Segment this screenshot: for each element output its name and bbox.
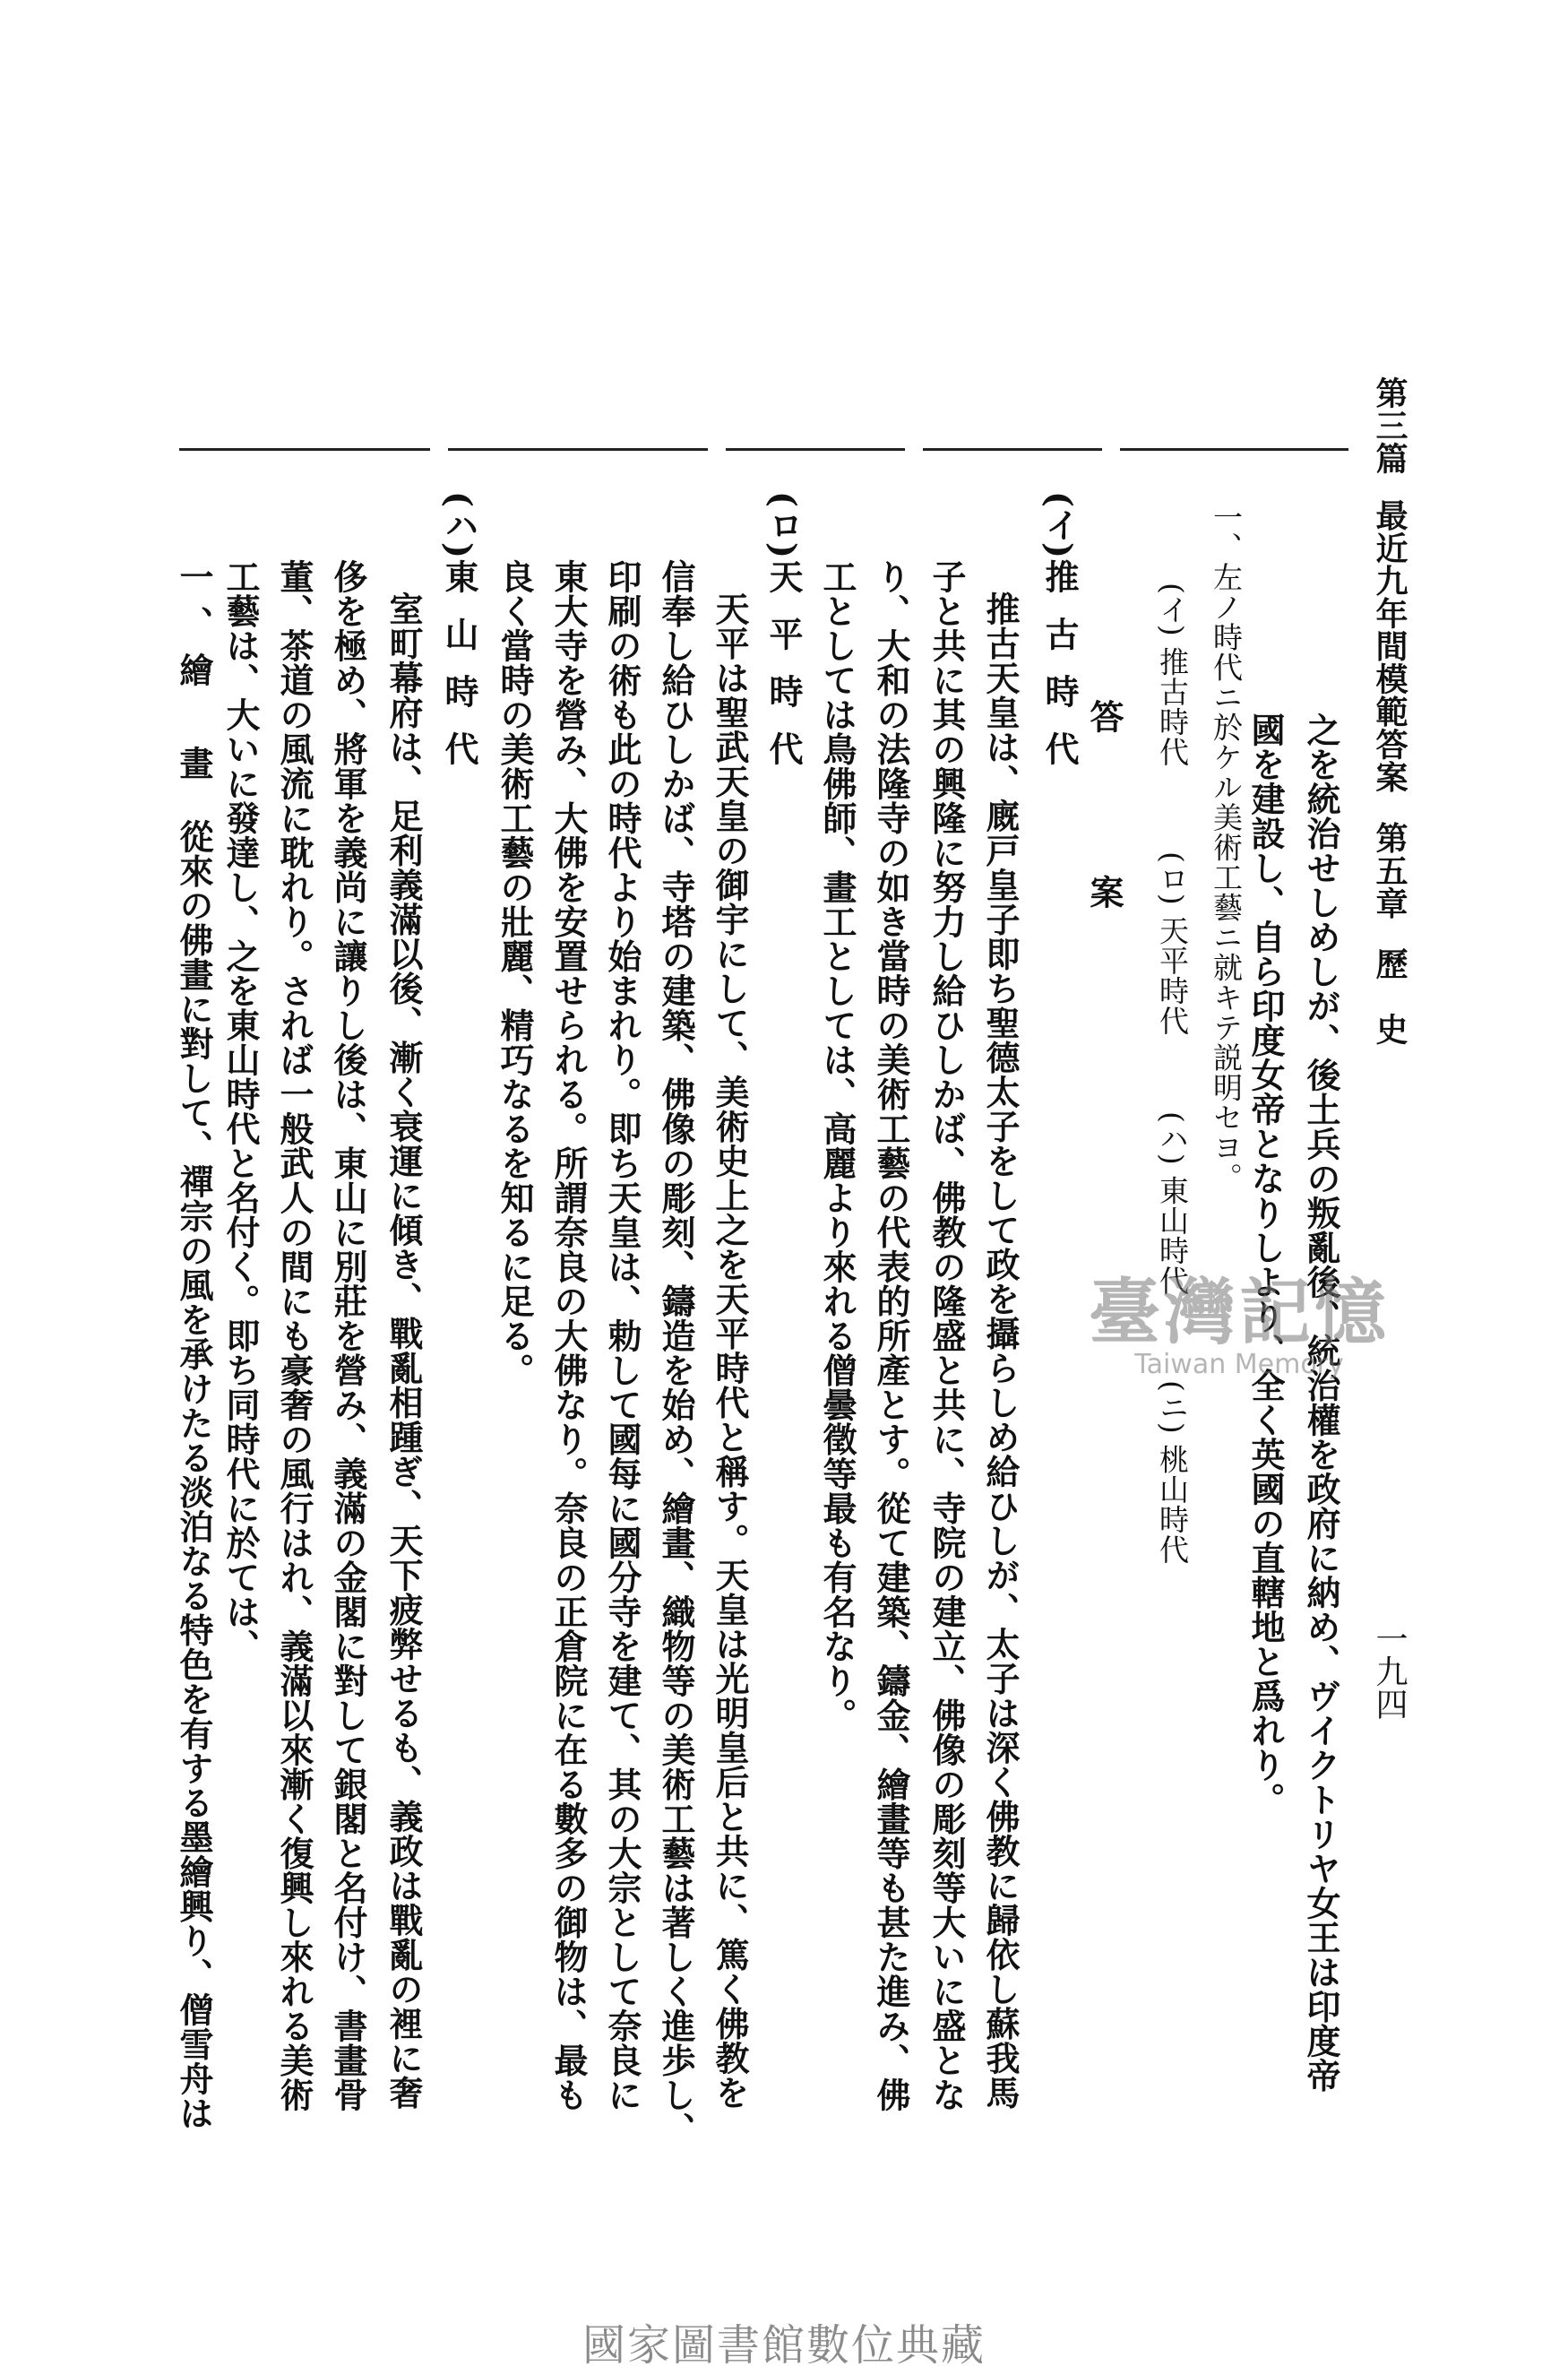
chapter-label: 第五章 (1371, 821, 1408, 920)
section-marker: (ハ) (439, 491, 479, 559)
text-line: 推古天皇は、廐戸皇子即ち聖德太子をして政を攝らしめ給ひしが、太子は深く佛教に歸依し蘇我馬 (980, 592, 1021, 2110)
footer-credit: 國家圖書館數位典藏 (582, 2320, 986, 2371)
running-header (1369, 376, 1409, 1045)
answer-heading: 答 案 (1084, 699, 1124, 963)
text-line: 工としては鳥佛師、畫工としては、高麗より來れる僧曇徵等最も有名なり。 (817, 559, 857, 1732)
header-rule (726, 448, 905, 451)
text-line: 國を建設し、自ら印度女帝となりしより、全く英國の直轄地と爲れり。 (1245, 712, 1286, 1817)
option-c: (ハ) 東山時代 (1155, 1111, 1190, 1296)
watermark-logo: 臺灣記憶 (1089, 1270, 1390, 1354)
header-rule (923, 448, 1102, 451)
option-a: (イ) 推古時代 (1155, 583, 1190, 767)
option-d: (ニ) 桃山時代 (1155, 1380, 1190, 1565)
text-line: 東大寺を營み、大佛を安置せられる。所謂奈良の大佛なり。奈良の正倉院に在る數多の御物は、最も (548, 559, 589, 2112)
text-line: 印刷の術も此の時代より始まれり。即ち天皇は、勅して國每に國分寺を建て、其の大宗として奈良に (602, 559, 642, 2112)
section-marker: (イ) (1039, 491, 1080, 559)
text-line: 室町幕府は、足利義滿以後、漸く衰運に傾き、戰亂相踵ぎ、天下疲弊せるも、義政は戰亂の裡に奢 (383, 592, 424, 2110)
text-line: 子と共に其の興隆に努力し給ひしかば、佛教の隆盛と共に、寺院の建立、佛像の彫刻等大いに盛とな (926, 559, 967, 2112)
subject-label: 歷 史 (1371, 946, 1408, 1046)
header-rule (1120, 448, 1348, 451)
text-line: 天平は聖武天皇の御宇にして、美術史上之を天平時代と稱す。天皇は光明皇后と共に、篤く佛教を (710, 592, 750, 2110)
text-line: 信奉し給ひしかば、寺塔の建築、佛像の彫刻、鑄造を始め、繪畫、織物等の美術工藝は著しく進歩し、 (656, 559, 696, 2146)
text-line: 董、茶道の風流に耽れり。されば一般武人の間にも豪奢の風行はれ、義滿以來漸く復興し來れる美術 (274, 559, 314, 2112)
header-rule (448, 448, 708, 451)
option-b: (ロ) 天平時代 (1155, 851, 1190, 1036)
text-line: 良く當時の美術工藝の壯麗、精巧なるを知るに足る。 (495, 559, 535, 1387)
question-text: 一、左ノ時代ニ於ケル美術工藝ニ就キテ説明セヨ。 (1209, 502, 1244, 1193)
text-line: 工藝は、大いに發達し、之を東山時代と名付く。即ち同時代に於ては、 (220, 559, 261, 1663)
header-rule (179, 448, 430, 451)
text-line: 侈を極め、將軍を義尚に讓りし後は、東山に別莊を營み、義滿の金閣に對して銀閣と名付け、書畫骨 (328, 559, 368, 2112)
sub-item (174, 559, 213, 2130)
section-title: 天平時代 (763, 559, 804, 789)
text-line: り、大和の法隆寺の如き當時の美術工藝の代表的所產とす。從て建築、鑄金、繪畫等も甚た進み、佛 (871, 559, 911, 2112)
part-label: 第三篇 (1371, 376, 1408, 475)
sub-item-text: 從來の佛畫に對して、禪宗の風を承けたる淡泊なる特色を有する墨繪興り、僧雪舟は (174, 819, 214, 2130)
watermark (1089, 1255, 1390, 1380)
text-line: 之を統治せしめしが、後土兵の叛亂後、統治權を政府に納め、ヴイクトリヤ女王は印度帝 (1301, 712, 1341, 2093)
section-title: 推古時代 (1039, 559, 1080, 789)
section-title: 東山時代 (439, 559, 479, 789)
section-marker: (ロ) (763, 491, 804, 559)
sub-item-label: 一、繪 畫 (174, 559, 214, 792)
watermark-subtitle: Taiwan Memory (1134, 1349, 1344, 1380)
page-number: 一九四 (1371, 1622, 1408, 1721)
book-title: 最近九年間模範答案 (1371, 498, 1408, 794)
